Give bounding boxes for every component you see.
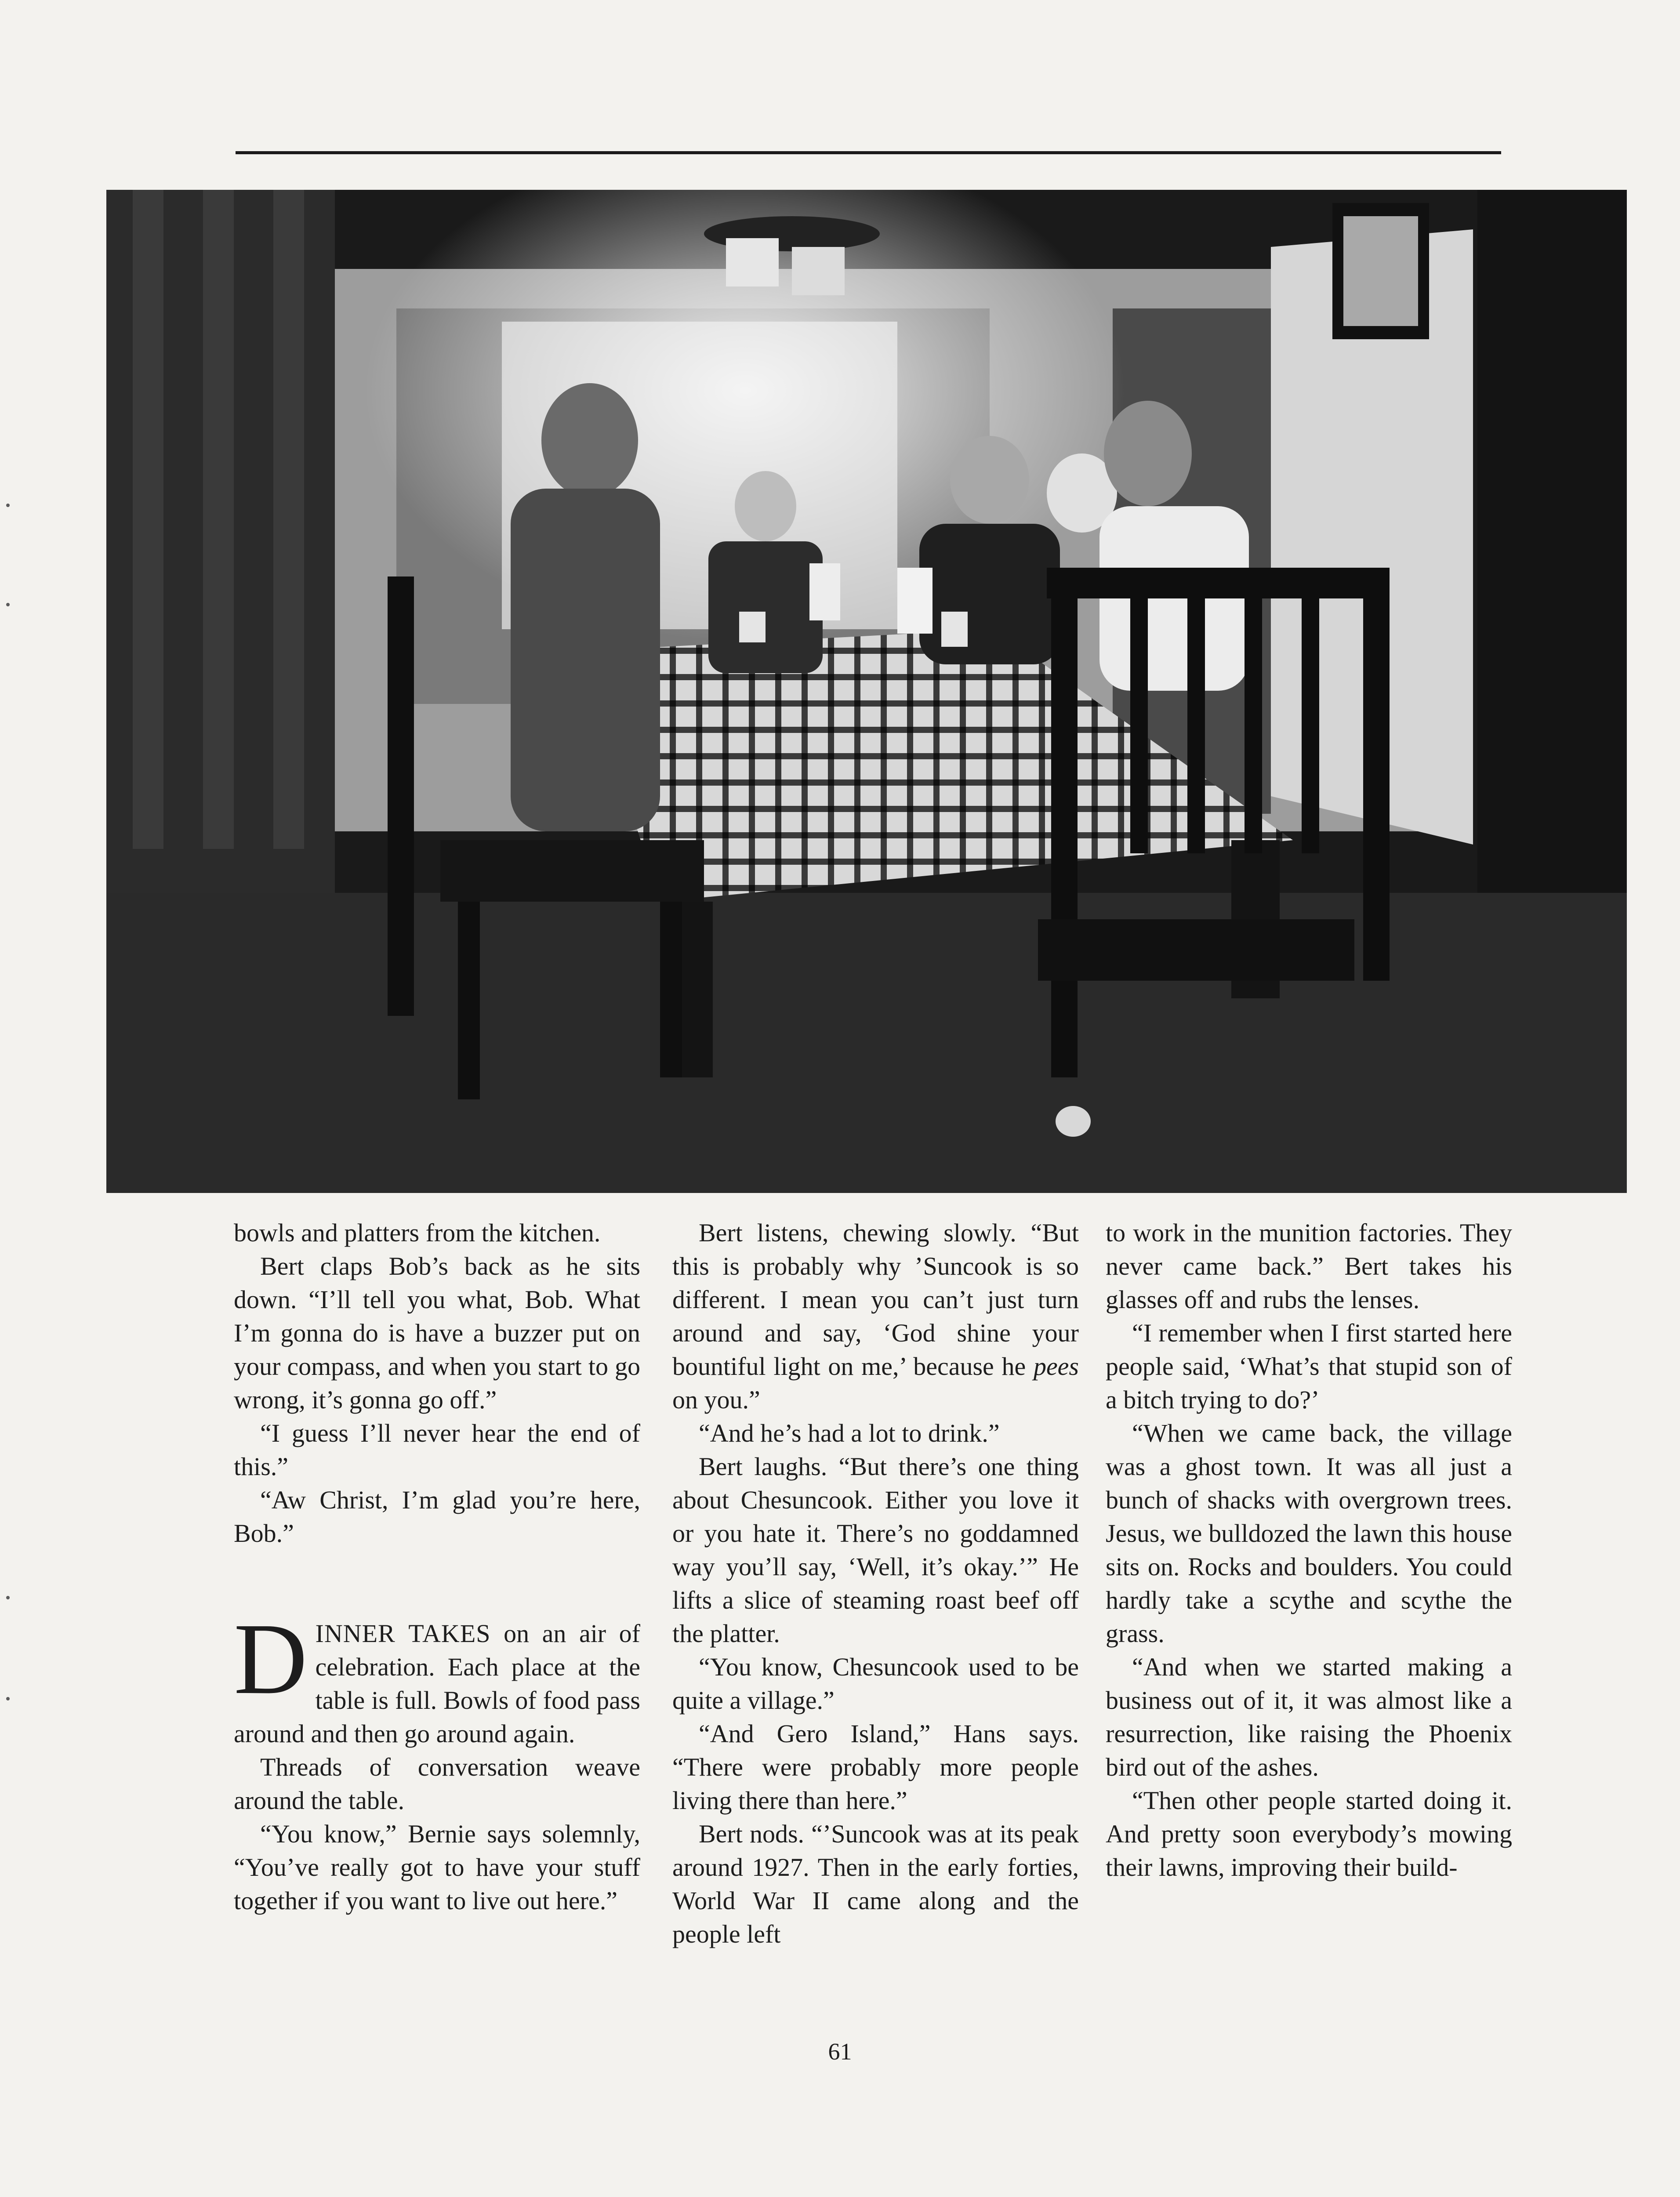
paragraph-text: on you.”: [672, 1385, 760, 1414]
paragraph: Bert laughs. “But there’s one thing about Chesuncook. Either you love it or you hate it. There’s no goddamned way you’ll say, ‘Well, it’s okay.’” He lifts a slice of steaming roast beef off the platter.: [672, 1452, 1079, 1648]
paragraph: “And when we started making a business out of it, it was almost like a resurrection, like raising the Phoenix bird out of the ashes.: [1106, 1653, 1512, 1781]
emphasis: pees: [1033, 1352, 1079, 1381]
paragraph-dropcap: [234, 1602, 640, 1751]
paragraph: Threads of conversation weave around the table.: [234, 1753, 640, 1815]
paragraph: “I remember when I first started here people said, ‘What’s that stupid son of a bitch trying to do?’: [1106, 1319, 1512, 1414]
paragraph: [672, 1216, 1079, 1417]
binding-hole-mark: [6, 603, 10, 606]
column-3: [1106, 1216, 1512, 1884]
binding-hole-mark: [6, 504, 10, 507]
column-2: [672, 1216, 1079, 1951]
paragraph: Bert claps Bob’s back as he sits down. “I’ll tell you what, Bob. What I’m gonna do is have a buzzer put on your compass, and when you start to go wrong, it’s gonna go off.”: [234, 1252, 640, 1414]
paragraph: bowls and platters from the kitchen.: [234, 1218, 601, 1247]
paragraph: “When we came back, the village was a ghost town. It was all just a bunch of shacks with overgrown trees. Jesus, we bulldozed the lawn this house sits on. Rocks and boulders. You could hardly take a scythe and scythe the grass.: [1106, 1419, 1512, 1648]
header-rule: [236, 151, 1501, 154]
paragraph: “And he’s had a lot to drink.”: [699, 1419, 1000, 1447]
paragraph-text: Bert listens, chewing slowly. “But this is probably why ’Suncook is so different. I mean you can’t just turn around and say, ‘God shine your bountiful light on me,’ because he: [672, 1218, 1079, 1381]
paragraph: “You know, Chesuncook used to be quite a village.”: [672, 1653, 1079, 1715]
paragraph: Bert nods. “’Suncook was at its peak around 1927. Then in the early forties, World War II came along and the people left: [672, 1820, 1079, 1948]
binding-hole-mark: [6, 1697, 10, 1700]
lead-in: INNER TAKES: [315, 1619, 491, 1648]
binding-hole-mark: [6, 1596, 10, 1599]
paragraph: “Then other people started doing it. And pretty soon everybody’s mowing their lawns, improving their build-: [1106, 1786, 1512, 1882]
paragraph: “And Gero Island,” Hans says. “There were probably more people living there than here.”: [672, 1719, 1079, 1815]
paragraph-text: on an air of celebration. Each place at the table is full. Bowls of food pass around and then go around again.: [234, 1619, 640, 1748]
photo-illustration: [106, 190, 1627, 1193]
paragraph: “You know,” Bernie says solemnly, “You’ve really got to have your stuff together if you want to live out here.”: [234, 1820, 640, 1915]
page-number: 61: [828, 2038, 852, 2065]
column-1: [234, 1216, 640, 1918]
dining-room-photo: [106, 190, 1627, 1193]
drop-cap: D: [234, 1602, 308, 1715]
paragraph: “I guess I’ll never hear the end of this.”: [234, 1419, 640, 1481]
paragraph: “Aw Christ, I’m glad you’re here, Bob.”: [234, 1486, 640, 1548]
paragraph: to work in the munition factories. They never came back.” Bert takes his glasses off and rubs the lenses.: [1106, 1218, 1512, 1314]
